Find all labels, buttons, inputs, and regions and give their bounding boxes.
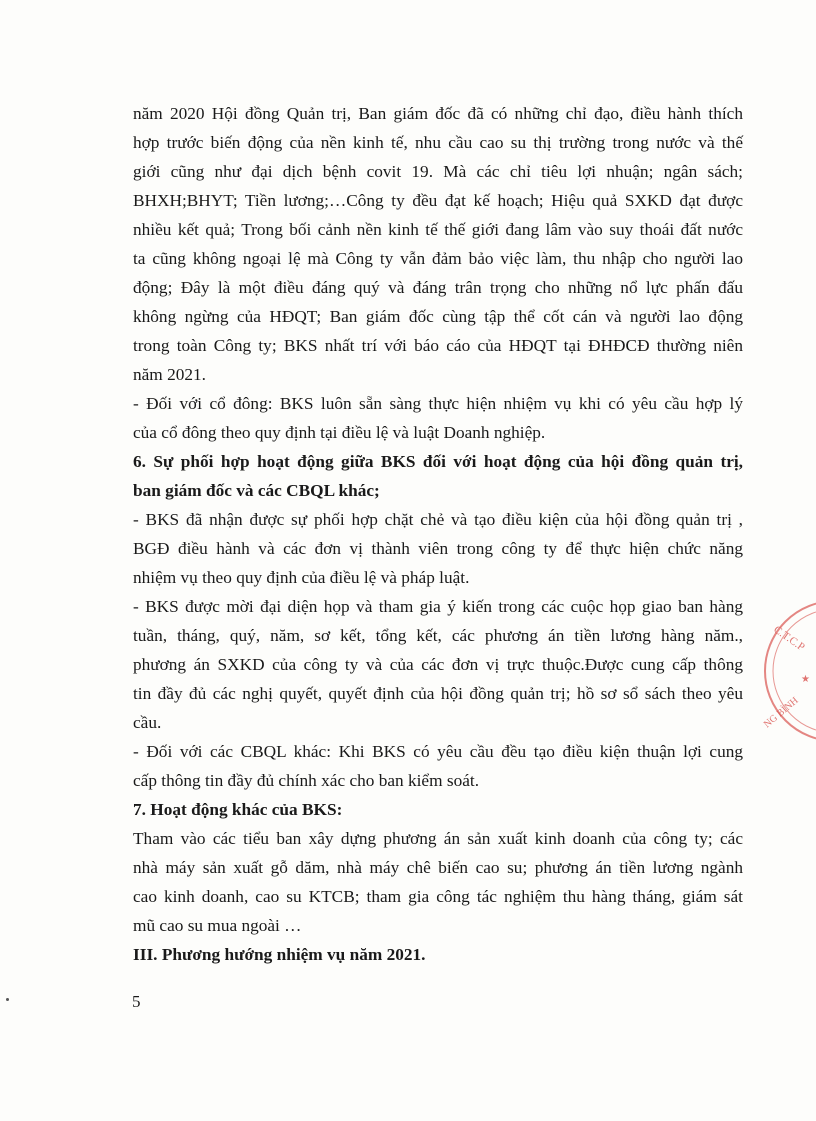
seal-star-icon: ★ xyxy=(801,674,810,685)
text-line: không ngừng của HĐQT; Ban giám đốc cùng tập thể cốt cán và người lao động xyxy=(133,307,743,326)
text-line: cấp thông tin đầy đủ chính xác cho ban kiểm soát. xyxy=(133,771,480,790)
seal-text-bottom: NG BÌNH xyxy=(761,695,801,731)
text-line: động; Đây là một điều đáng quý và đáng trân trọng cho những nổ lực phấn đấu xyxy=(133,278,743,297)
text-line: mũ cao su mua ngoài … xyxy=(133,916,302,935)
text-line: năm 2021. xyxy=(133,365,206,384)
paragraph-intro xyxy=(133,99,743,389)
text-line: giới cũng như đại dịch bệnh covit 19. Mà các chỉ tiêu lợi nhuận; ngân sách; xyxy=(133,162,743,181)
paragraph-shareholders xyxy=(133,389,743,447)
document-body xyxy=(133,99,743,969)
scan-speck xyxy=(6,998,9,1001)
text-line: - Đối với các CBQL khác: Khi BKS có yêu cầu đều tạo điều kiện thuận lợi cung xyxy=(133,742,743,761)
text-line: BGĐ điều hành và các đơn vị thành viên trong công ty để thực hiện chức năng xyxy=(133,539,743,558)
section-heading-7 xyxy=(133,795,743,824)
paragraph-cooperation xyxy=(133,505,743,592)
text-line: hợp trước biến động của nền kinh tế, nhu cầu cao su thị trường trong nước và thế xyxy=(133,133,743,152)
text-line: ban giám đốc và các CBQL khác; xyxy=(133,481,380,500)
text-line: tuần, tháng, quý, năm, sơ kết, tổng kết, các phương án tiền lương hàng năm., xyxy=(133,626,743,645)
text-line: 6. Sự phối hợp hoạt động giữa BKS đối với hoạt động của hội đồng quản trị, xyxy=(133,452,743,471)
text-line: Tham vào các tiểu ban xây dựng phương án sản xuất kinh doanh của công ty; các xyxy=(133,829,743,848)
paragraph-meetings xyxy=(133,592,743,737)
text-line: trong toàn Công ty; BKS nhất trí với báo cáo của HĐQT tại ĐHĐCĐ thường niên xyxy=(133,336,743,355)
text-line: - Đối với cổ đông: BKS luôn sẵn sàng thực hiện nhiệm vụ khi có yêu cầu hợp lý xyxy=(133,394,743,413)
text-line: năm 2020 Hội đồng Quản trị, Ban giám đốc đã có những chỉ đạo, điều hành thích xyxy=(133,104,743,123)
text-line: phương án SXKD của công ty và của các đơn vị trực thuộc.Được cung cấp thông xyxy=(133,655,743,674)
text-line: nhiều kết quả; Trong bối cảnh nền kinh tế thế giới đang lâm vào suy thoái đất nước xyxy=(133,220,743,239)
text-line: - BKS được mời đại diện họp và tham gia ý kiến trong các cuộc họp giao ban hàng xyxy=(133,597,743,616)
text-line: III. Phương hướng nhiệm vụ năm 2021. xyxy=(133,945,426,964)
seal-text-top: C.T.C.P xyxy=(771,623,807,654)
text-line: của cổ đông theo quy định tại điều lệ và luật Doanh nghiệp. xyxy=(133,423,546,442)
text-line: 7. Hoạt động khác của BKS: xyxy=(133,800,343,819)
text-line: tin đầy đủ các nghị quyết, quyết định của hội đồng quản trị; hồ sơ sổ sách theo yêu xyxy=(133,684,743,703)
company-seal xyxy=(755,596,816,746)
text-line: - BKS đã nhận được sự phối hợp chặt chẻ và tạo điều kiện của hội đồng quản trị , xyxy=(133,510,743,529)
text-line: ta cũng không ngoại lệ mà Công ty vẫn đảm bảo việc làm, thu nhập cho người lao xyxy=(133,249,743,268)
section-heading-III xyxy=(133,940,743,969)
text-line: nhiệm vụ theo quy định của điều lệ và pháp luật. xyxy=(133,568,470,587)
text-line: cao kinh doanh, cao su KTCB; tham gia công tác nghiệm thu hàng tháng, giám sát xyxy=(133,887,743,906)
section-heading-6 xyxy=(133,447,743,505)
paragraph-cbql xyxy=(133,737,743,795)
text-line: BHXH;BHYT; Tiền lương;…Công ty đều đạt kế hoạch; Hiệu quả SXKD đạt được xyxy=(133,191,743,210)
paragraph-other-activities xyxy=(133,824,743,940)
text-line: cầu. xyxy=(133,713,162,732)
text-line: nhà máy sản xuất gỗ dăm, nhà máy chê biến cao su; phương án tiền lương ngành xyxy=(133,858,743,877)
page-number: 5 xyxy=(132,992,141,1011)
